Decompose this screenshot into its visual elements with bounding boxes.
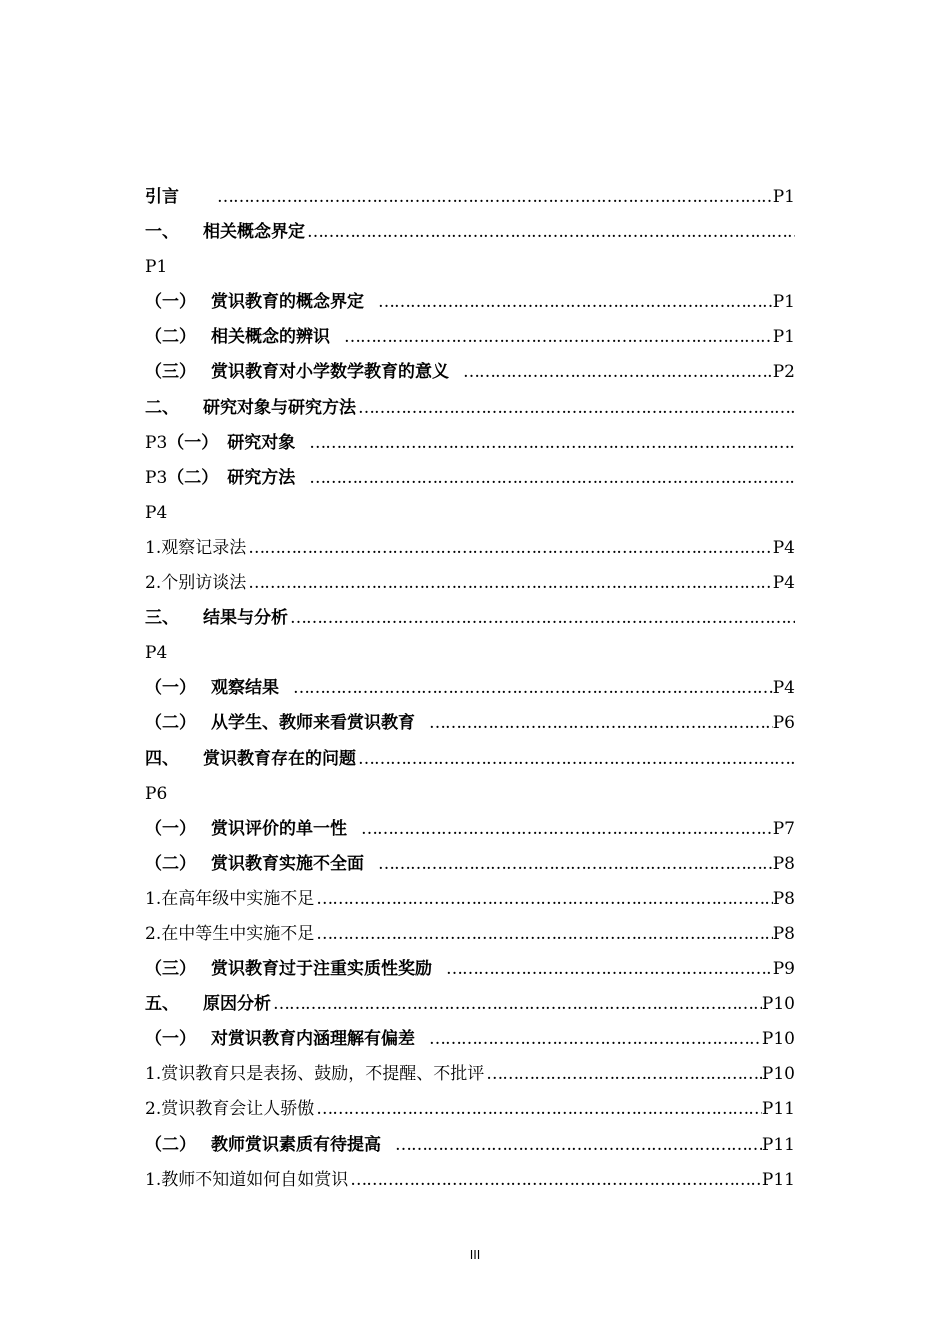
toc-page-number: P1	[145, 257, 168, 278]
toc-entry	[145, 531, 795, 566]
toc-dot-leader	[248, 531, 773, 566]
toc-entry-title: 在高年级中实施不足	[161, 888, 315, 909]
toc-entry	[145, 426, 795, 461]
toc-entry-title: 原因分析	[203, 994, 271, 1015]
toc-page-number: P3	[145, 432, 168, 453]
toc-entry-number: 五、	[145, 994, 179, 1015]
toc-entry-number: 三、	[145, 608, 179, 629]
toc-entry-number: （一）	[167, 432, 219, 453]
toc-entry-title: 赏识教育对小学数学教育的意义	[211, 362, 449, 383]
toc-entry-title: 从学生、教师来看赏识教育	[211, 713, 415, 734]
toc-entry	[145, 215, 795, 250]
toc-entry	[145, 355, 795, 390]
toc-dot-leader	[316, 882, 773, 917]
toc-entry-number: 2.	[145, 923, 162, 944]
toc-dot-leader	[307, 215, 795, 250]
toc-entry-number: （一）	[145, 818, 196, 839]
toc-dot-leader	[316, 917, 773, 952]
toc-entry-number: （一）	[145, 292, 196, 313]
toc-entry	[145, 601, 795, 636]
toc-page-number: P6	[772, 713, 795, 734]
toc-entry	[145, 1022, 795, 1057]
table-of-contents	[145, 180, 795, 1198]
toc-entry	[145, 706, 795, 741]
toc-dot-leader	[378, 847, 773, 882]
toc-page-continuation	[145, 636, 795, 671]
toc-dot-leader	[309, 426, 795, 461]
toc-dot-leader	[217, 180, 773, 215]
toc-entry	[145, 1092, 795, 1127]
toc-dot-leader	[316, 1092, 762, 1127]
toc-dot-leader	[293, 671, 773, 706]
toc-entry-title: 教师不知道如何自如赏识	[161, 1169, 349, 1190]
toc-entry-number: （二）	[167, 467, 219, 488]
toc-entry-number: （二）	[145, 713, 196, 734]
toc-entry-title: 赏识评价的单一性	[211, 818, 347, 839]
toc-dot-leader	[361, 812, 773, 847]
toc-entry-title: 研究对象与研究方法	[203, 397, 356, 418]
toc-entry-title: 结果与分析	[203, 608, 288, 629]
toc-page-continuation	[145, 250, 795, 285]
toc-page-number: P11	[761, 1169, 795, 1190]
toc-entry-title: 相关概念界定	[203, 222, 305, 243]
toc-entry-number: 1.	[145, 1169, 162, 1190]
toc-dot-leader	[446, 952, 773, 987]
toc-entry-number: 引言	[145, 187, 179, 207]
toc-page-number: P10	[761, 994, 795, 1015]
toc-entry-title: 研究对象	[227, 432, 296, 453]
toc-entry	[145, 285, 795, 320]
toc-page-number: P9	[772, 959, 795, 980]
toc-entry	[145, 1128, 795, 1163]
toc-entry	[145, 1057, 795, 1092]
toc-entry-title: 赏识教育存在的问题	[203, 748, 356, 769]
toc-dot-leader	[358, 391, 795, 426]
toc-entry-number: （三）	[145, 362, 196, 383]
toc-entry-number: （一）	[145, 678, 196, 699]
toc-dot-leader	[429, 706, 773, 741]
toc-entry-number: （一）	[145, 1029, 196, 1050]
toc-entry	[145, 812, 795, 847]
toc-entry-number: 2.	[145, 573, 162, 594]
toc-entry-number: （二）	[145, 327, 196, 348]
toc-entry-title: 个别访谈法	[161, 573, 247, 594]
toc-entry-title: 观察记录法	[161, 537, 247, 558]
toc-entry	[145, 952, 795, 987]
toc-entry	[145, 882, 795, 917]
toc-page-number: P11	[761, 1099, 795, 1120]
toc-entry-number: 1.	[145, 1064, 162, 1085]
toc-entry-title: 赏识教育实施不全面	[211, 853, 364, 874]
toc-entry-number: （三）	[145, 959, 196, 980]
toc-dot-leader	[273, 987, 762, 1022]
toc-entry	[145, 391, 795, 426]
toc-entry-number: （二）	[145, 853, 196, 874]
toc-page-number: P2	[772, 362, 795, 383]
toc-page-continuation	[145, 777, 795, 812]
toc-dot-leader	[290, 601, 795, 636]
toc-page-number: P4	[772, 678, 795, 699]
toc-entry-title: 赏识教育只是表扬、鼓励，不提醒、不批评	[161, 1064, 485, 1085]
toc-entry-number: 1.	[145, 537, 162, 558]
toc-page-number: P3	[145, 467, 168, 488]
toc-entry-title: 赏识教育会让人骄傲	[161, 1099, 315, 1120]
toc-page-number: P4	[772, 537, 795, 558]
toc-entry-title: 相关概念的辨识	[211, 327, 330, 348]
toc-entry-title: 在中等生中实施不足	[161, 923, 315, 944]
toc-entry-title: 赏识教育过于注重实质性奖励	[211, 959, 432, 980]
toc-entry	[145, 461, 795, 496]
toc-entry-number: 2.	[145, 1099, 162, 1120]
toc-page-number: P1	[772, 327, 795, 348]
toc-entry	[145, 742, 795, 777]
toc-page-number: P4	[145, 502, 168, 523]
toc-entry-number: （二）	[145, 1134, 196, 1155]
toc-page-number: P4	[772, 573, 795, 594]
toc-entry	[145, 847, 795, 882]
toc-entry	[145, 917, 795, 952]
toc-page-number: P10	[761, 1064, 795, 1085]
toc-dot-leader	[358, 742, 795, 777]
toc-page-number: P8	[772, 888, 795, 909]
toc-entry-number: 一、	[145, 222, 179, 243]
toc-entry-title: 赏识教育的概念界定	[211, 292, 364, 313]
toc-dot-leader	[309, 461, 795, 496]
toc-page-number: P7	[772, 818, 795, 839]
toc-dot-leader	[350, 1163, 762, 1198]
toc-entry	[145, 671, 795, 706]
toc-page-number: P4	[145, 643, 168, 664]
toc-page-number: P1	[772, 292, 795, 313]
toc-dot-leader	[248, 566, 773, 601]
toc-entry	[145, 180, 795, 215]
toc-page-number: P8	[772, 853, 795, 874]
toc-entry-title: 观察结果	[211, 678, 279, 699]
toc-entry-title: 研究方法	[227, 467, 296, 488]
toc-entry-title: 教师赏识素质有待提高	[211, 1134, 381, 1155]
toc-page-number: P6	[145, 783, 168, 804]
toc-entry	[145, 1163, 795, 1198]
toc-entry-number: 1.	[145, 888, 162, 909]
toc-dot-leader	[344, 320, 773, 355]
toc-dot-leader	[378, 285, 773, 320]
toc-dot-leader	[486, 1057, 762, 1092]
toc-page-number: P11	[761, 1134, 795, 1155]
toc-page-number: P10	[761, 1029, 795, 1050]
toc-entry-title: 对赏识教育内涵理解有偏差	[211, 1029, 415, 1050]
toc-page-number: P1	[772, 187, 795, 207]
page-number-footer: III	[469, 1248, 481, 1262]
toc-page-number: P8	[772, 923, 795, 944]
toc-entry	[145, 320, 795, 355]
toc-entry	[145, 987, 795, 1022]
toc-entry	[145, 566, 795, 601]
toc-dot-leader	[463, 355, 773, 390]
toc-entry-number: 二、	[145, 397, 179, 418]
toc-dot-leader	[429, 1022, 762, 1057]
toc-entry-number: 四、	[145, 748, 179, 769]
toc-page-continuation	[145, 496, 795, 531]
toc-dot-leader	[395, 1128, 762, 1163]
